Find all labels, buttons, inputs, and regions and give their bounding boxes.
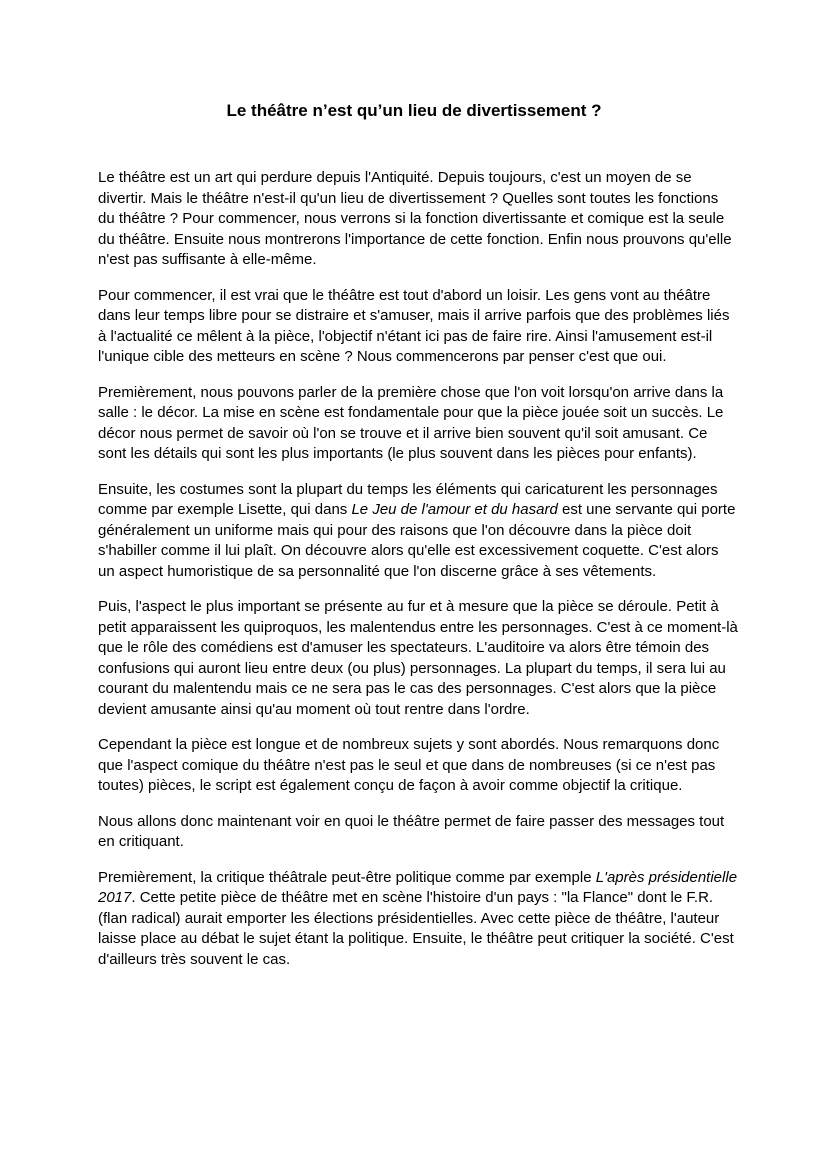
- paragraph-text: Premièrement, la critique théâtrale peut-être politique comme par exemple: [98, 868, 596, 886]
- paragraph-1: [98, 168, 738, 271]
- paragraph-3: [98, 383, 738, 465]
- paragraph-text: Puis, l'aspect le plus important se présente au fur et à mesure que la pièce se déroule. Petit à petit apparaissent les quiproquos, les malentendus entre les personnages. C'est à ce moment-là que le rôle des comédiens est d'amuser les spectateurs. L'auditoire va alors être témoin des confusions qui auront lieu entre deux (ou plus) personnages. La plupart du temps, il sera lui au courant du malentendu mais ce ne sera pas le cas des personnages. C'est alors que la pièce devient amusante ainsi qu'au moment où tout rentre dans l'ordre.: [98, 598, 738, 718]
- paragraph-text: Pour commencer, il est vrai que le théâtre est tout d'abord un loisir. Les gens vont au théâtre dans leur temps libre pour se distraire et s'amuser, mais il arrive parfois que des problèmes liés à l'actualité ce mêlent à la pièce, l'objectif n'étant ici pas de faire rire. Ainsi l'amusement est-il l'unique cible des metteurs en scène ? Nous commencerons par penser c'est que oui.: [98, 286, 730, 365]
- paragraph-8: [98, 868, 738, 971]
- work-title-italic: Le Jeu de l'amour et du hasard: [351, 501, 558, 518]
- paragraph-text: Ensuite, les costumes sont la plupart du temps les éléments qui caricaturent les personnages comme par exemple Lisette, qui dans: [98, 480, 718, 518]
- paragraph-2: [98, 286, 738, 368]
- paragraph-6: [98, 735, 738, 797]
- paragraph-text: Premièrement, nous pouvons parler de la première chose que l'on voit lorsqu'on arrive dans la salle : le décor. La mise en scène est fondamentale pour que la pièce jouée soit un succès. Le décor nous permet de savoir où l'on se trouve et il arrive bien souvent qu'il soit amusant. Ce sont les détails qui sont les plus importants (le plus souvent dans les pièces pour enfants).: [98, 383, 724, 462]
- paragraph-4: [98, 480, 738, 583]
- paragraph-5: [98, 597, 738, 720]
- paragraph-text: Le théâtre est un art qui perdure depuis l'Antiquité. Depuis toujours, c'est un moyen de se divertir. Mais le théâtre n'est-il qu'un lieu de divertissement ? Quelles sont toutes les fonctions du théâtre ? Pour commencer, nous verrons si la fonction divertissante et comique est la seule du théâtre. Ensuite nous montrerons l'importance de cette fonction. Enfin nous prouvons qu'elle n'est pas suffisante à elle-même.: [98, 169, 732, 268]
- document-body: [98, 168, 738, 985]
- paragraph-7: [98, 812, 738, 853]
- paragraph-text: Cependant la pièce est longue et de nombreux sujets y sont abordés. Nous remarquons donc que l'aspect comique du théâtre n'est pas le seul et que dans de nombreuses (si ce n'est pas toutes) pièces, le script est également conçu de façon à avoir comme objectif la critique.: [98, 736, 720, 794]
- paragraph-text: est une servante qui porte généralement un uniforme mais qui pour des raisons que l'on découvre dans la pièce doit s'habiller comme il lui plaît. On découvre alors qu'elle est excessivement coquette. C'est alors un aspect humoristique de sa personnalité que l'on discerne grâce à ses vêtements.: [98, 501, 736, 580]
- work-title-italic: L'après présidentielle 2017: [98, 868, 738, 906]
- paragraph-text: Nous allons donc maintenant voir en quoi le théâtre permet de faire passer des messages tout en critiquant.: [98, 812, 725, 850]
- document-title: Le théâtre n’est qu’un lieu de divertissement ?: [226, 101, 602, 120]
- paragraph-text: . Cette petite pièce de théâtre met en scène l'histoire d'un pays : "la Flance" dont le F.R. (flan radical) aurait emporter les élections présidentielles. Avec cette pièce de théâtre, l'auteur laisse place au débat le sujet étant la politique. Ensuite, le théâtre peut critiquer la société. C'est d'ailleurs très souvent le cas.: [98, 889, 734, 968]
